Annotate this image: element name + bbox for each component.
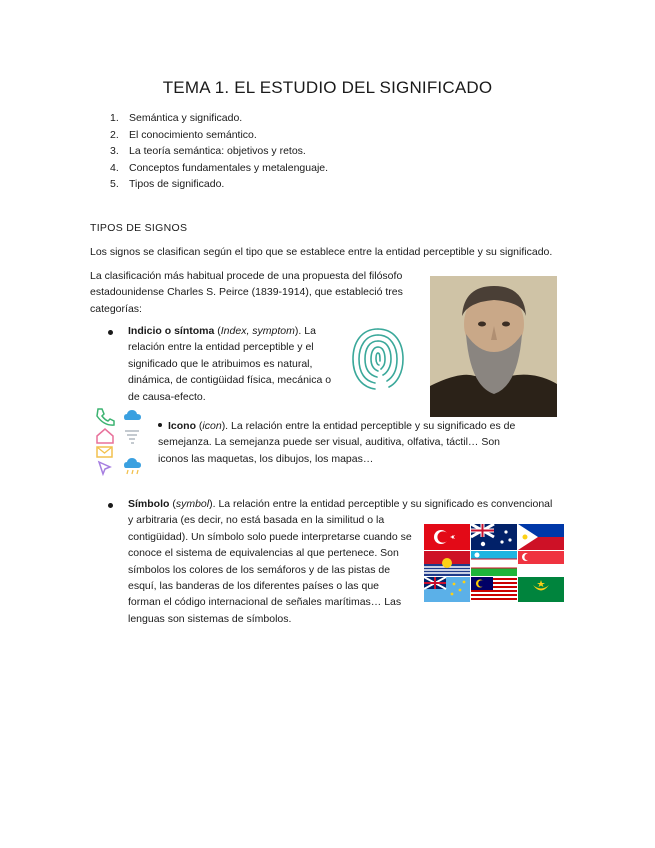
icono-item: Icono (icon). La relación entre la entidad perceptible y su significado es de semejanza. La semejanza puede ser visual, auditiva, olfativa, táctil… Son iconos las maquetas, los dibujos, los mapas… — [158, 420, 516, 465]
tornado-icon — [125, 431, 139, 443]
simbolo-term: Símbolo — [128, 498, 170, 510]
page-title: TEMA 1. EL ESTUDIO DEL SIGNIFICADO — [162, 78, 493, 97]
toc-item: 3. La teoría semántica: objetivos y retos. — [110, 145, 306, 157]
icono-text: La relación entre la entidad perceptible y su significado es de semejanza. La semejanza puede ser visual, auditiva, olfativa, táctil… Son iconos las maquetas, los dibujos, los mapas… — [158, 420, 516, 465]
toc-item: 5. Tipos de significado. — [110, 178, 225, 190]
flags-image — [424, 524, 564, 602]
indicio-term: Indicio o síntoma — [128, 325, 215, 337]
simbolo-text: y arbitraria (es decir, no está basada en la similitud o la contigüidad). Un símbolo solo puede interpretarse cuando se conoce el sistema de equivalencias al que pertenece. Son símbolos los colores de los semáforos y de las pistas de esquí, las banderas de los diferentes países o las que forman el código internacional de señales marítimas… Las lenguas son sistemas de símbolos. — [128, 514, 412, 625]
cloud-icon — [124, 410, 141, 420]
peirce-portrait — [430, 276, 557, 417]
indicio-item: Indicio o síntoma (Index, symptom). La relación entre la entidad perceptible y el significado que le atribuimos es natural, dinámica, de contigüidad física, mecánica o de causa-efecto. — [128, 325, 332, 403]
table-of-contents — [110, 110, 328, 193]
mail-icon — [97, 447, 112, 457]
indicio-text: La relación entre la entidad perceptible y el significado que le atribuimos es natural, dinámica, de contigüidad física, mecánica o de causa-efecto. — [128, 325, 332, 403]
home-icon — [97, 429, 113, 443]
peirce-paragraph: La clasificación más habitual procede de una propuesta del filósofo estadounidense Charles S. Peirce (1839-1914), que estableció tres categorías: — [90, 270, 403, 315]
toc-item: 2. El conocimiento semántico. — [110, 128, 257, 141]
bullet-dot — [108, 503, 113, 508]
cursor-icon — [99, 462, 110, 474]
toc-item: 1. Semántica y significado. — [110, 112, 243, 124]
fingerprint-image — [347, 323, 409, 393]
toc-item: 4. Conceptos fundamentales y metalenguaje. — [110, 161, 329, 174]
indicio-gloss: Index, symptom — [220, 325, 295, 337]
icon-set — [94, 406, 144, 476]
icono-term: Icono — [168, 420, 196, 432]
simbolo-gloss: symbol — [175, 498, 210, 510]
phone-icon — [97, 409, 114, 425]
bullet-dot — [108, 330, 113, 335]
section-heading: TIPOS DE SIGNOS — [90, 222, 188, 234]
icono-gloss: icon — [202, 420, 222, 432]
intro-paragraph: Los signos se clasifican según el tipo que se establece entre la entidad perceptible y su significado. — [90, 246, 553, 258]
rain-cloud-icon — [124, 458, 141, 474]
simbolo-item: Símbolo (symbol). La relación entre la entidad perceptible y su significado es convencional y arbitraria (es decir, no está basada en la similitud o la contigüidad). Un símbolo solo puede interpretarse cuando se conoce el sistema de equivalencias al que pertenece. Son símbolos los colores de los semáforos y de las pistas de esquí, las banderas de los diferentes países o las que forman el código internacional de señales marítimas… Las lenguas son sistemas de símbolos. — [128, 496, 568, 627]
